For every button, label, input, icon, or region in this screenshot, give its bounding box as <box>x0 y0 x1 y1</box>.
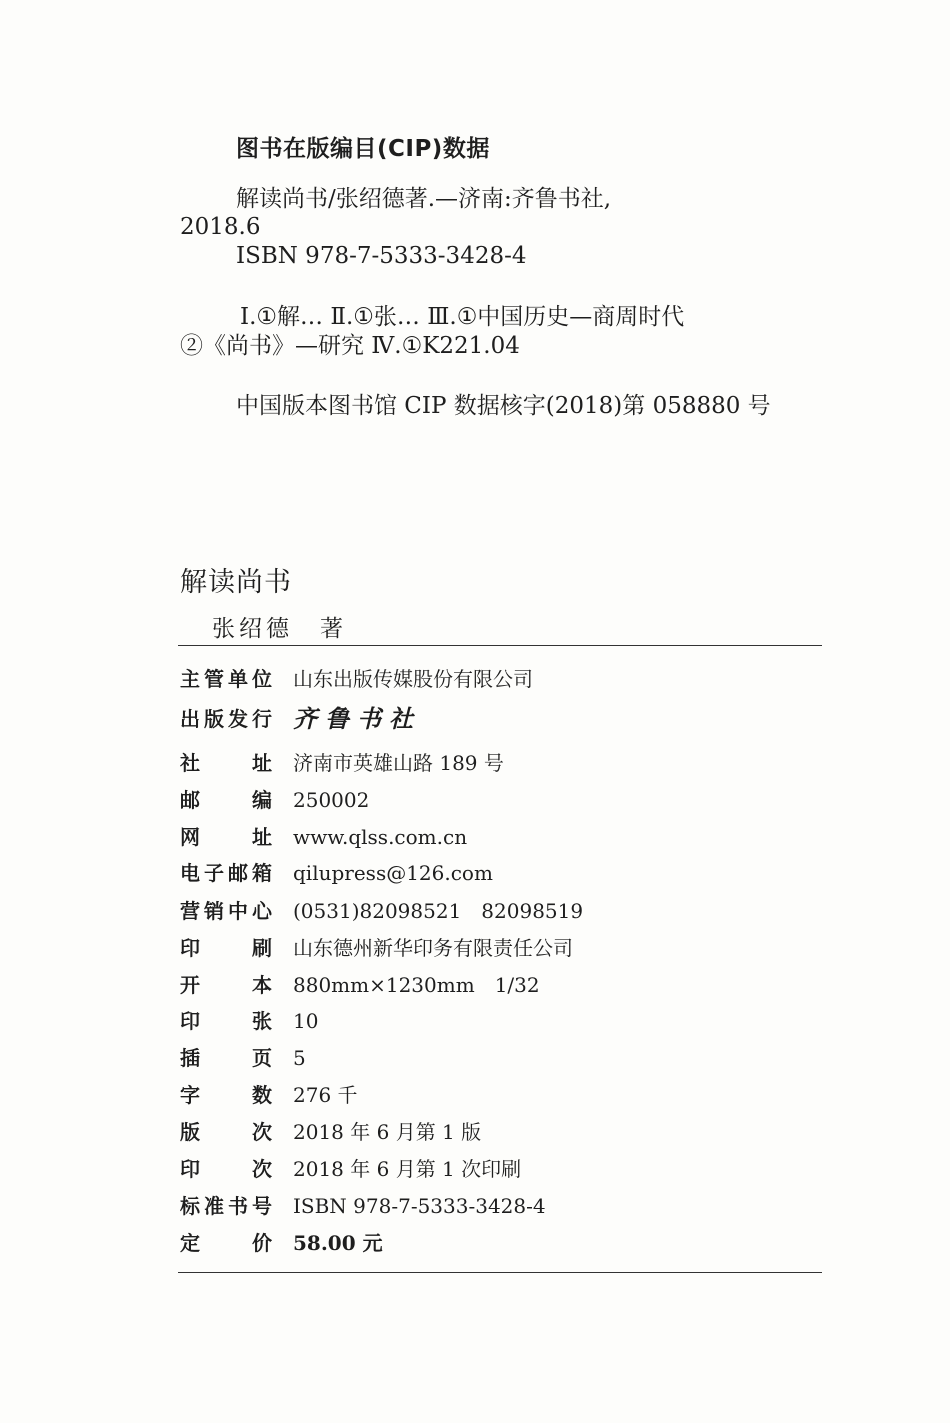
info-value: 250002 <box>293 788 370 812</box>
info-label-char: 印 <box>180 936 200 960</box>
info-label-char: 印 <box>180 1157 200 1181</box>
info-label <box>180 1043 272 1073</box>
info-label-char: 心 <box>252 899 272 923</box>
info-label <box>180 822 272 852</box>
cip-date-line: 2018.6 <box>180 214 261 240</box>
info-value: 山东出版传媒股份有限公司 <box>293 667 533 691</box>
info-label-char: 中 <box>228 899 248 923</box>
info-label <box>180 748 272 778</box>
info-value: ISBN 978-7-5333-3428-4 <box>293 1194 546 1218</box>
info-value: 2018 年 6 月第 1 次印刷 <box>293 1157 522 1181</box>
info-label-char: 发 <box>228 707 248 731</box>
info-label <box>180 1117 272 1147</box>
info-label-char: 子 <box>204 861 224 885</box>
info-label-char: 网 <box>180 825 200 849</box>
info-label-char: 数 <box>252 1083 272 1107</box>
info-label-char: 字 <box>180 1083 200 1107</box>
info-label <box>180 1191 272 1221</box>
info-value: www.qlss.com.cn <box>293 825 468 849</box>
info-value: 880mm×1230mm 1/32 <box>293 973 540 997</box>
info-label <box>180 933 272 963</box>
info-label <box>180 896 272 926</box>
cip-record-number: 中国版本图书馆 CIP 数据核字(2018)第 058880 号 <box>236 393 771 419</box>
info-label-char: 准 <box>204 1194 224 1218</box>
info-value: 2018 年 6 月第 1 版 <box>293 1120 482 1144</box>
book-author: 张绍德 著 <box>212 616 347 642</box>
info-label-char: 版 <box>180 1120 200 1144</box>
info-label <box>180 858 272 888</box>
info-label-char: 址 <box>252 751 272 775</box>
info-label-char: 主 <box>180 667 200 691</box>
cip-isbn-line: ISBN 978-7-5333-3428-4 <box>236 243 527 269</box>
bottom-divider <box>178 1272 822 1273</box>
info-value: 山东德州新华印务有限责任公司 <box>293 936 573 960</box>
top-divider <box>178 645 822 646</box>
info-label-char: 价 <box>252 1231 272 1255</box>
info-label <box>180 704 272 734</box>
info-label-char: 邮 <box>180 788 200 812</box>
info-label-char: 编 <box>252 788 272 812</box>
info-label-char: 本 <box>252 973 272 997</box>
info-label-char: 张 <box>252 1009 272 1033</box>
info-label-char: 社 <box>180 751 200 775</box>
info-label-char: 版 <box>204 707 224 731</box>
info-value: 5 <box>293 1046 306 1070</box>
info-label-char: 销 <box>204 899 224 923</box>
info-label-char: 次 <box>252 1120 272 1144</box>
info-label <box>180 1006 272 1036</box>
info-label <box>180 1080 272 1110</box>
info-label-char: 出 <box>180 707 200 731</box>
info-label-char: 定 <box>180 1231 200 1255</box>
info-label-char: 营 <box>180 899 200 923</box>
info-label-char: 开 <box>180 973 200 997</box>
book-title: 解读尚书 <box>180 567 292 598</box>
info-label-char: 刷 <box>252 936 272 960</box>
cip-heading: 图书在版编目(CIP)数据 <box>236 136 490 162</box>
info-label-char: 单 <box>228 667 248 691</box>
info-label-char: 印 <box>180 1009 200 1033</box>
cip-classification-line-1: Ⅰ.①解… Ⅱ.①张… Ⅲ.①中国历史—商周时代 <box>240 304 685 330</box>
info-label <box>180 785 272 815</box>
info-label-char: 邮 <box>228 861 248 885</box>
info-label <box>180 664 272 694</box>
info-label-char: 箱 <box>252 861 272 885</box>
info-label <box>180 1228 272 1258</box>
cip-classification-line-2: ②《尚书》—研究 Ⅳ.①K221.04 <box>180 333 520 359</box>
info-label-char: 插 <box>180 1046 200 1070</box>
info-label-char: 页 <box>252 1046 272 1070</box>
info-label-char: 行 <box>252 707 272 731</box>
info-value: 58.00 元 <box>293 1231 383 1255</box>
publisher-logo-text: 齐鲁书社 <box>293 704 421 733</box>
info-label <box>180 1154 272 1184</box>
info-label-char: 电 <box>180 861 200 885</box>
info-value: qilupress@126.com <box>293 861 493 885</box>
info-label-char: 管 <box>204 667 224 691</box>
info-value: 10 <box>293 1009 319 1033</box>
info-value: 276 千 <box>293 1083 358 1107</box>
info-label-char: 址 <box>252 825 272 849</box>
info-label <box>180 970 272 1000</box>
info-label-char: 位 <box>252 667 272 691</box>
info-value: (0531)82098521 82098519 <box>293 899 584 923</box>
cip-title-line: 解读尚书/张绍德著.—济南:齐鲁书社, <box>236 186 612 212</box>
info-value: 济南市英雄山路 189 号 <box>293 751 504 775</box>
info-label-char: 号 <box>252 1194 272 1218</box>
info-label-char: 次 <box>252 1157 272 1181</box>
info-label-char: 标 <box>180 1194 200 1218</box>
info-label-char: 书 <box>228 1194 248 1218</box>
